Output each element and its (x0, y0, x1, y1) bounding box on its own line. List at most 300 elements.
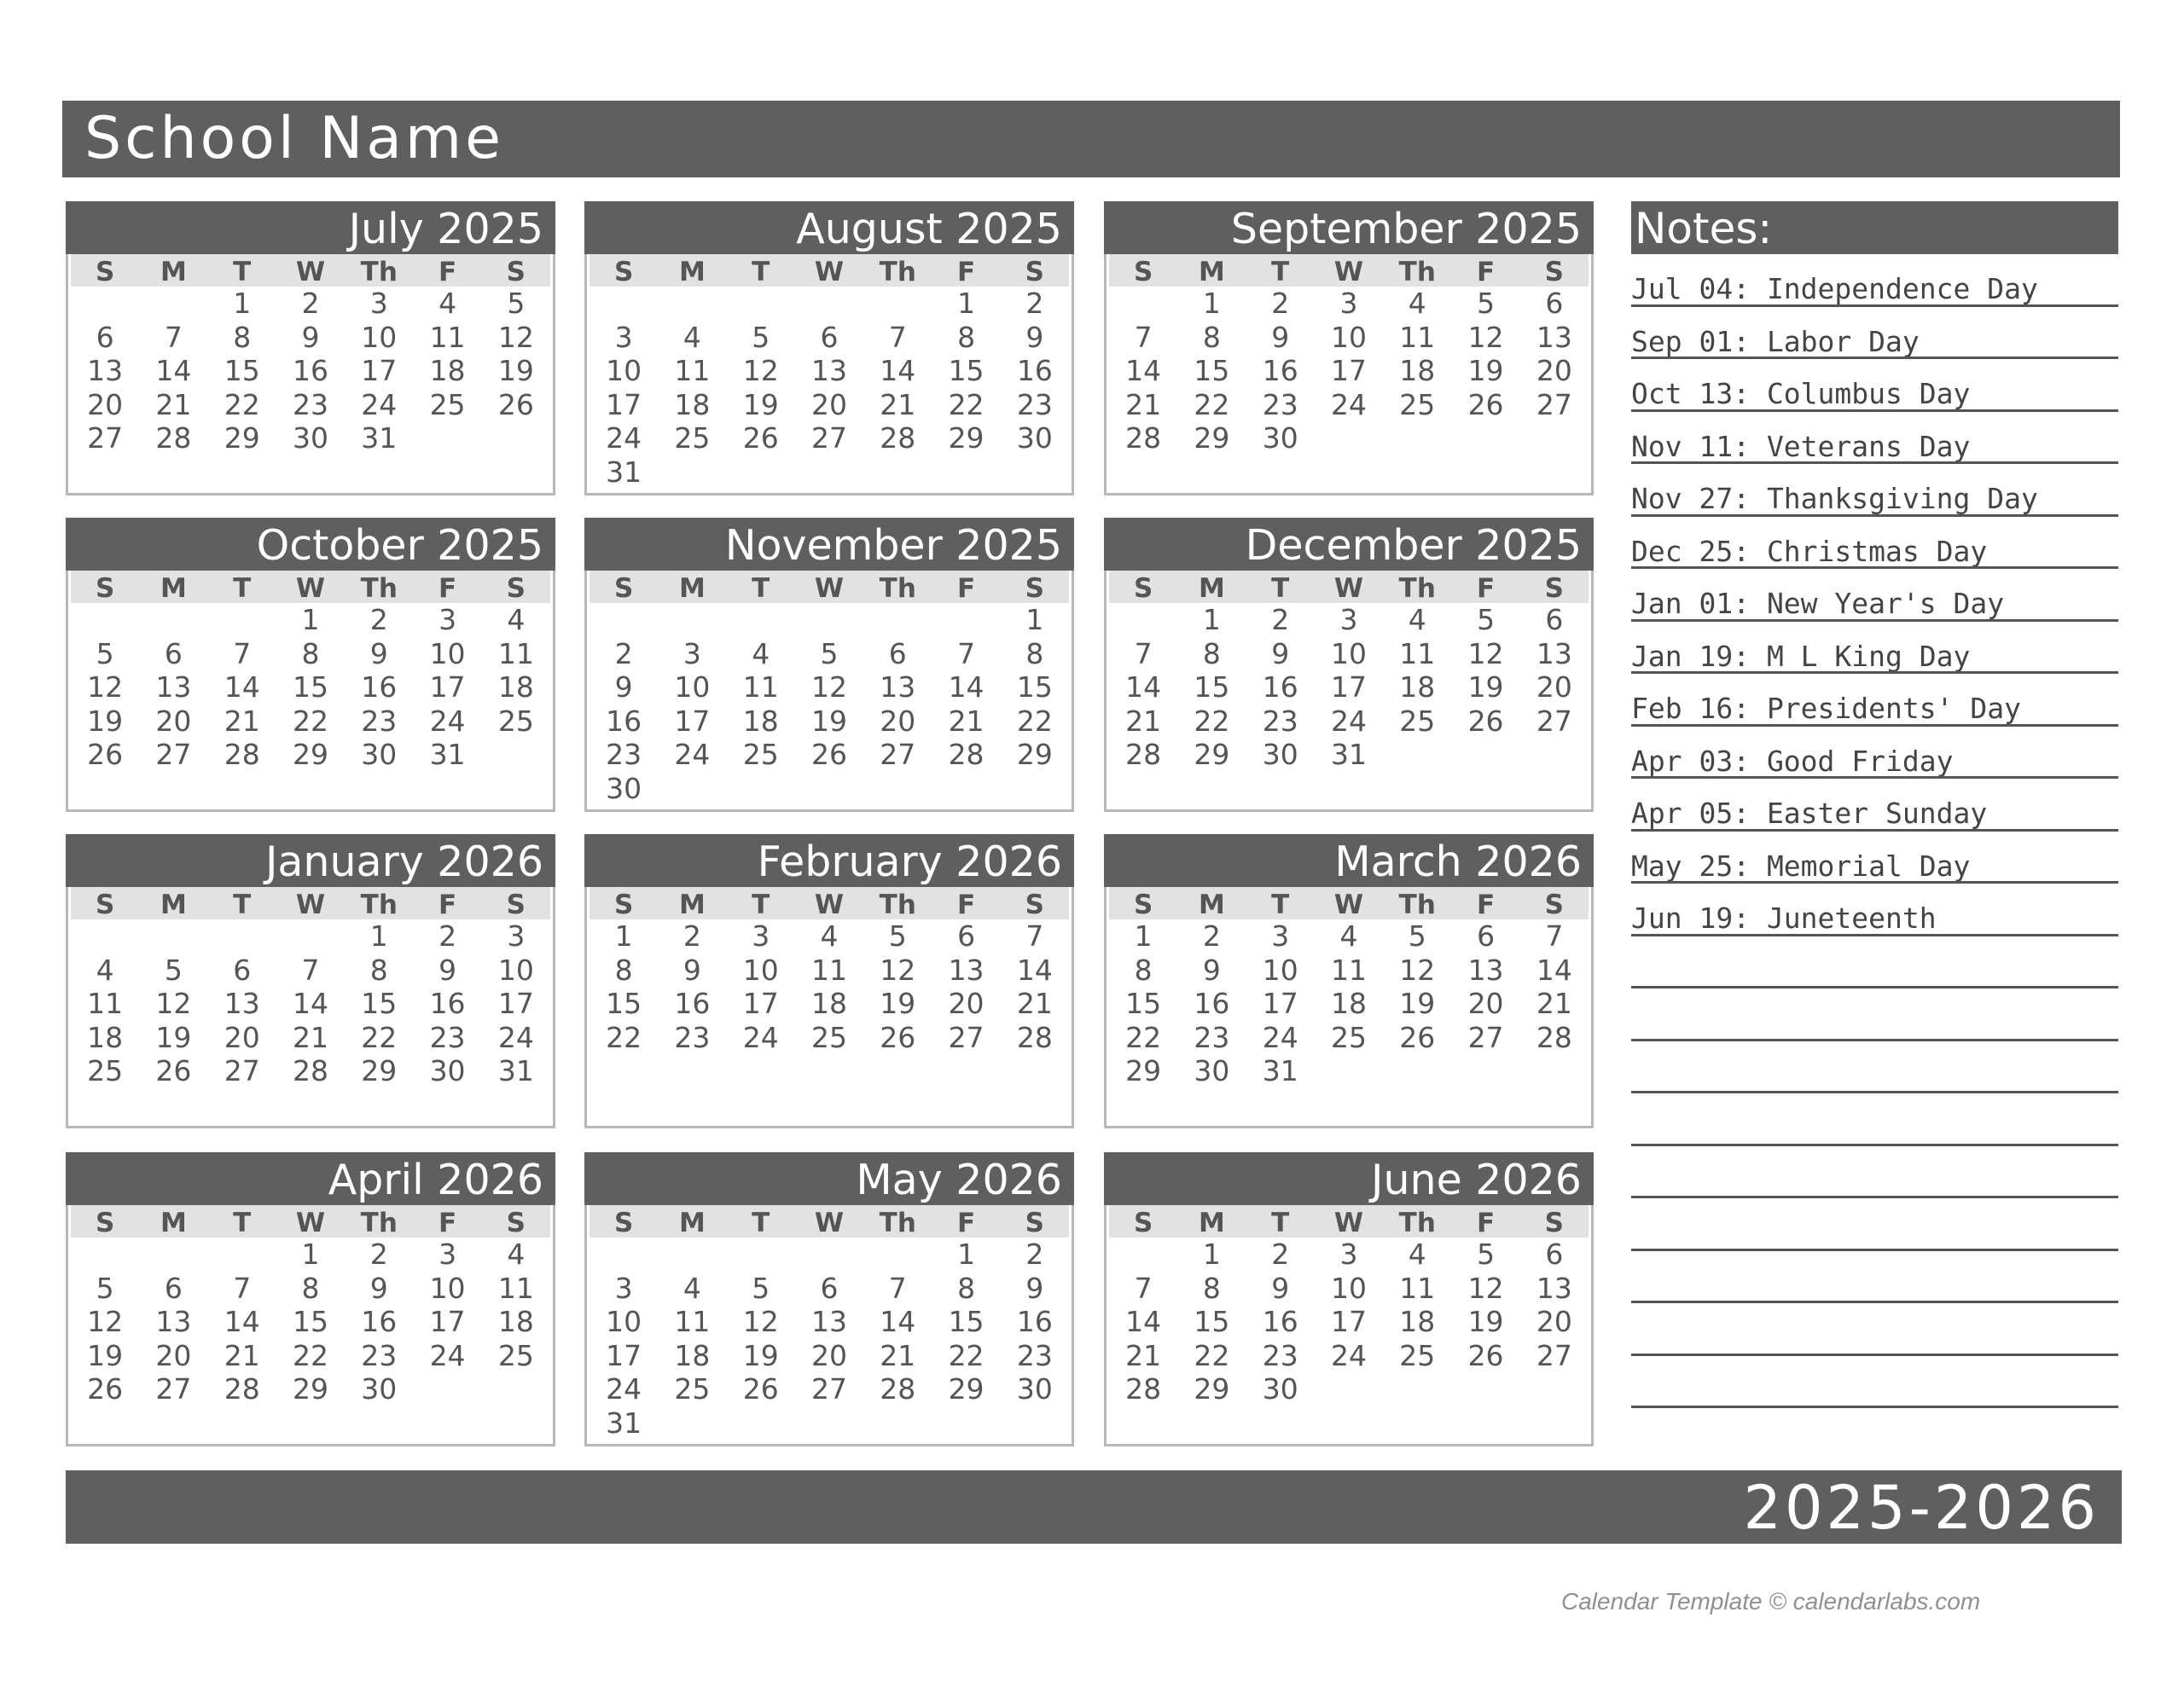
day-cell: 21 (292, 1020, 328, 1054)
day-cell: 9 (1025, 1271, 1044, 1305)
day-cell: 1 (957, 1238, 976, 1271)
weekday-header: W (1315, 571, 1383, 603)
day-cell: 8 (1202, 1271, 1221, 1305)
month-calendar (1104, 1152, 1594, 1446)
day-cell: 10 (361, 320, 398, 354)
empty-day-cell (658, 603, 726, 637)
day-cell: 2 (1271, 603, 1290, 636)
day-cell: 15 (224, 354, 260, 387)
day-cell: 17 (674, 704, 711, 738)
day-cell: 13 (155, 670, 192, 704)
day-cell: 7 (301, 953, 320, 987)
day-cell: 23 (361, 704, 398, 738)
day-cell: 21 (224, 704, 260, 738)
day-cell: 26 (742, 421, 779, 455)
day-cell: 18 (742, 704, 779, 738)
day-cell: 5 (1477, 603, 1496, 636)
day-cell: 13 (810, 354, 847, 387)
day-cell: 25 (497, 704, 534, 738)
day-cell: 31 (1262, 1054, 1298, 1087)
day-cell: 6 (164, 636, 183, 670)
day-cell: 22 (1194, 704, 1230, 738)
day-cell: 5 (888, 919, 907, 953)
day-cell: 1 (301, 603, 320, 636)
weekday-header: M (1177, 1205, 1246, 1238)
day-cell: 31 (606, 455, 642, 489)
empty-day-cell (863, 603, 932, 637)
day-cell: 16 (1262, 670, 1298, 704)
day-cell: 1 (1202, 287, 1221, 320)
day-cell: 23 (1262, 387, 1298, 421)
day-cell: 11 (810, 953, 847, 987)
holiday-note: Oct 13: Columbus Day (1631, 359, 2118, 412)
day-cell: 8 (301, 636, 320, 670)
day-cell: 17 (1262, 987, 1298, 1020)
weekday-header: Th (1383, 571, 1451, 603)
day-cell: 18 (1399, 354, 1436, 387)
weekday-header: Th (345, 887, 413, 919)
blank-note-line (1631, 1146, 2118, 1199)
day-cell: 24 (1330, 1338, 1367, 1372)
weekday-header: S (1520, 571, 1589, 603)
day-cell: 17 (497, 987, 534, 1020)
day-cell: 3 (1339, 287, 1358, 320)
day-cell: 14 (155, 354, 192, 387)
weekday-header: S (1520, 887, 1589, 919)
weekday-header: S (482, 887, 550, 919)
month-title: January 2026 (66, 834, 555, 887)
day-cell: 11 (1399, 1271, 1436, 1305)
day-cell: 10 (1330, 636, 1367, 670)
day-cell: 19 (1467, 670, 1504, 704)
day-cell: 2 (439, 919, 457, 953)
day-cell: 3 (614, 1271, 633, 1305)
empty-day-cell (139, 1238, 207, 1272)
day-cell: 19 (742, 1338, 779, 1372)
day-cell: 5 (96, 1271, 114, 1305)
day-cell: 29 (1194, 738, 1230, 771)
day-cell: 12 (810, 670, 847, 704)
day-cell: 11 (497, 1271, 534, 1305)
day-cell: 7 (233, 1271, 252, 1305)
day-cell: 7 (888, 1271, 907, 1305)
weekday-header: M (1177, 887, 1246, 919)
day-cell: 7 (233, 636, 252, 670)
day-cell: 23 (1262, 704, 1298, 738)
empty-day-cell (932, 603, 1000, 637)
day-cell: 22 (948, 1338, 985, 1372)
weekday-header: S (482, 254, 550, 287)
day-cell: 12 (742, 1305, 779, 1338)
day-cell: 20 (810, 387, 847, 421)
day-cell: 10 (1330, 320, 1367, 354)
day-cell: 17 (429, 1305, 466, 1338)
weekday-header: F (932, 571, 1000, 603)
blank-note-line (1631, 1093, 2118, 1146)
day-cell: 17 (1330, 670, 1367, 704)
day-cell: 20 (880, 704, 916, 738)
day-cell: 12 (87, 670, 124, 704)
weekday-header: W (276, 571, 345, 603)
day-cell: 20 (1536, 354, 1572, 387)
empty-day-cell (276, 919, 345, 954)
day-cell: 16 (606, 704, 642, 738)
day-cell: 30 (361, 1372, 398, 1406)
empty-day-cell (1109, 287, 1177, 321)
day-cell: 28 (224, 1372, 260, 1406)
weekday-header: F (413, 254, 481, 287)
weekday-header: F (932, 887, 1000, 919)
day-cell: 1 (1202, 603, 1221, 636)
empty-day-cell (139, 603, 207, 637)
day-cell: 15 (292, 670, 328, 704)
holiday-note: Jun 19: Juneteenth (1631, 884, 2118, 936)
day-cell: 25 (742, 738, 779, 771)
weekday-header: S (590, 254, 658, 287)
month-calendar (66, 1152, 555, 1446)
day-cell: 28 (1016, 1020, 1053, 1054)
day-cell: 12 (742, 354, 779, 387)
day-cell: 5 (96, 636, 114, 670)
day-cell: 14 (880, 1305, 916, 1338)
day-cell: 4 (507, 603, 526, 636)
day-cell: 2 (614, 636, 633, 670)
weekday-header: T (208, 887, 276, 919)
day-cell: 23 (429, 1020, 466, 1054)
weekday-header: S (1001, 254, 1069, 287)
month-title: June 2026 (1104, 1152, 1594, 1205)
day-cell: 4 (752, 636, 770, 670)
blank-note-line (1631, 988, 2118, 1041)
day-cell: 4 (1408, 1238, 1426, 1271)
month-calendar (1104, 518, 1594, 812)
weekday-header: Th (863, 1205, 932, 1238)
day-cell: 16 (429, 987, 466, 1020)
month-grid (587, 571, 1072, 805)
day-cell: 22 (948, 387, 985, 421)
day-cell: 16 (1194, 987, 1230, 1020)
weekday-header: S (590, 1205, 658, 1238)
month-grid (587, 887, 1072, 1054)
day-cell: 2 (1202, 919, 1221, 953)
day-cell: 30 (1262, 421, 1298, 455)
weekday-header: W (1315, 1205, 1383, 1238)
day-cell: 17 (1330, 354, 1367, 387)
day-cell: 9 (1271, 320, 1290, 354)
holiday-note: Jan 01: New Year's Day (1631, 569, 2118, 622)
day-cell: 11 (1399, 320, 1436, 354)
day-cell: 12 (880, 953, 916, 987)
day-cell: 5 (1477, 287, 1496, 320)
day-cell: 21 (1536, 987, 1572, 1020)
day-cell: 1 (1025, 603, 1044, 636)
day-cell: 18 (429, 354, 466, 387)
day-cell: 8 (957, 320, 976, 354)
day-cell: 6 (96, 320, 114, 354)
month-title: December 2025 (1104, 518, 1594, 571)
day-cell: 22 (292, 1338, 328, 1372)
empty-day-cell (71, 603, 139, 637)
day-cell: 9 (1271, 1271, 1290, 1305)
weekday-header: T (727, 1205, 795, 1238)
month-title: October 2025 (66, 518, 555, 571)
day-cell: 19 (155, 1020, 192, 1054)
empty-day-cell (71, 1238, 139, 1272)
day-cell: 17 (606, 1338, 642, 1372)
blank-note-line (1631, 1041, 2118, 1094)
day-cell: 5 (164, 953, 183, 987)
empty-day-cell (863, 1238, 932, 1272)
day-cell: 13 (948, 953, 985, 987)
weekday-header: F (1451, 1205, 1519, 1238)
day-cell: 7 (164, 320, 183, 354)
weekday-header: M (1177, 254, 1246, 287)
day-cell: 25 (1399, 704, 1436, 738)
day-cell: 25 (674, 1372, 711, 1406)
weekday-header: Th (345, 571, 413, 603)
blank-note-line (1631, 1356, 2118, 1409)
day-cell: 2 (369, 603, 388, 636)
day-cell: 28 (1125, 1372, 1162, 1406)
day-cell: 22 (361, 1020, 398, 1054)
weekday-header: T (1246, 887, 1315, 919)
weekday-header: T (208, 571, 276, 603)
day-cell: 30 (1016, 1372, 1053, 1406)
day-cell: 3 (439, 1238, 457, 1271)
weekday-header: F (932, 1205, 1000, 1238)
day-cell: 22 (292, 704, 328, 738)
holiday-note: Apr 05: Easter Sunday (1631, 779, 2118, 832)
day-cell: 5 (752, 320, 770, 354)
day-cell: 26 (1467, 1338, 1504, 1372)
weekday-header: T (208, 1205, 276, 1238)
day-cell: 29 (292, 738, 328, 771)
day-cell: 8 (369, 953, 388, 987)
day-cell: 5 (1408, 919, 1426, 953)
weekday-header: M (139, 571, 207, 603)
day-cell: 21 (948, 704, 985, 738)
holiday-note: Nov 11: Veterans Day (1631, 412, 2118, 465)
day-cell: 3 (439, 603, 457, 636)
weekday-header: S (1520, 254, 1589, 287)
day-cell: 13 (1467, 953, 1504, 987)
day-cell: 13 (87, 354, 124, 387)
weekday-header: Th (863, 254, 932, 287)
empty-day-cell (71, 919, 139, 954)
day-cell: 8 (1202, 320, 1221, 354)
notes-list (1631, 254, 2118, 1408)
empty-day-cell (727, 287, 795, 321)
month-grid (1107, 571, 1591, 772)
day-cell: 24 (1330, 704, 1367, 738)
day-cell: 2 (1271, 287, 1290, 320)
weekday-header: T (1246, 571, 1315, 603)
empty-day-cell (795, 1238, 863, 1272)
month-grid (68, 1205, 553, 1406)
day-cell: 24 (606, 421, 642, 455)
day-cell: 23 (1016, 1338, 1053, 1372)
weekday-header: F (1451, 571, 1519, 603)
weekday-header: M (1177, 571, 1246, 603)
day-cell: 11 (1330, 953, 1367, 987)
day-cell: 15 (948, 1305, 985, 1338)
day-cell: 26 (1467, 704, 1504, 738)
day-cell: 29 (1125, 1054, 1162, 1087)
day-cell: 13 (1536, 320, 1572, 354)
day-cell: 2 (682, 919, 701, 953)
day-cell: 29 (361, 1054, 398, 1087)
weekday-header: S (482, 571, 550, 603)
day-cell: 17 (1330, 1305, 1367, 1338)
day-cell: 13 (880, 670, 916, 704)
day-cell: 16 (361, 670, 398, 704)
day-cell: 24 (674, 738, 711, 771)
day-cell: 8 (301, 1271, 320, 1305)
day-cell: 11 (742, 670, 779, 704)
weekday-header: W (1315, 254, 1383, 287)
day-cell: 11 (674, 1305, 711, 1338)
holiday-note: Nov 27: Thanksgiving Day (1631, 464, 2118, 517)
holiday-note: May 25: Memorial Day (1631, 832, 2118, 884)
day-cell: 10 (606, 354, 642, 387)
day-cell: 12 (87, 1305, 124, 1338)
day-cell: 27 (810, 421, 847, 455)
day-cell: 19 (1467, 354, 1504, 387)
day-cell: 30 (292, 421, 328, 455)
day-cell: 7 (957, 636, 976, 670)
day-cell: 4 (1408, 287, 1426, 320)
day-cell: 6 (1545, 1238, 1564, 1271)
day-cell: 2 (1271, 1238, 1290, 1271)
day-cell: 7 (1134, 1271, 1153, 1305)
month-calendar (1104, 834, 1594, 1128)
day-cell: 29 (292, 1372, 328, 1406)
day-cell: 22 (1194, 1338, 1230, 1372)
day-cell: 4 (820, 919, 839, 953)
empty-day-cell (727, 1238, 795, 1272)
month-grid (1107, 254, 1591, 455)
day-cell: 14 (224, 670, 260, 704)
day-cell: 25 (1399, 387, 1436, 421)
weekday-header: W (276, 887, 345, 919)
day-cell: 23 (1262, 1338, 1298, 1372)
day-cell: 20 (155, 1338, 192, 1372)
day-cell: 30 (429, 1054, 466, 1087)
day-cell: 14 (948, 670, 985, 704)
day-cell: 26 (742, 1372, 779, 1406)
day-cell: 15 (1016, 670, 1053, 704)
weekday-header: Th (1383, 887, 1451, 919)
weekday-header: W (795, 1205, 863, 1238)
day-cell: 21 (155, 387, 192, 421)
empty-day-cell (727, 603, 795, 637)
day-cell: 31 (606, 1406, 642, 1440)
day-cell: 27 (155, 738, 192, 771)
weekday-header: F (413, 1205, 481, 1238)
month-grid (68, 571, 553, 772)
day-cell: 18 (810, 987, 847, 1020)
day-cell: 23 (361, 1338, 398, 1372)
day-cell: 27 (1536, 704, 1572, 738)
day-cell: 18 (497, 1305, 534, 1338)
day-cell: 27 (948, 1020, 985, 1054)
day-cell: 14 (1536, 953, 1572, 987)
weekday-header: S (71, 254, 139, 287)
day-cell: 12 (497, 320, 534, 354)
weekday-header: T (727, 254, 795, 287)
day-cell: 16 (1016, 1305, 1053, 1338)
day-cell: 1 (301, 1238, 320, 1271)
day-cell: 30 (1262, 1372, 1298, 1406)
weekday-header: M (658, 887, 726, 919)
day-cell: 19 (497, 354, 534, 387)
day-cell: 18 (1399, 670, 1436, 704)
empty-day-cell (139, 919, 207, 954)
month-grid (1107, 1205, 1591, 1406)
day-cell: 9 (1271, 636, 1290, 670)
day-cell: 16 (674, 987, 711, 1020)
day-cell: 10 (674, 670, 711, 704)
day-cell: 27 (1536, 1338, 1572, 1372)
day-cell: 28 (292, 1054, 328, 1087)
day-cell: 16 (1262, 354, 1298, 387)
day-cell: 3 (369, 287, 388, 320)
empty-day-cell (208, 919, 276, 954)
holiday-note: Jul 04: Independence Day (1631, 254, 2118, 307)
day-cell: 26 (810, 738, 847, 771)
day-cell: 28 (224, 738, 260, 771)
day-cell: 26 (87, 738, 124, 771)
day-cell: 20 (948, 987, 985, 1020)
month-title: March 2026 (1104, 834, 1594, 887)
day-cell: 21 (880, 1338, 916, 1372)
day-cell: 11 (674, 354, 711, 387)
weekday-header: T (1246, 254, 1315, 287)
day-cell: 24 (361, 387, 398, 421)
weekday-header: Th (1383, 254, 1451, 287)
weekday-header: M (139, 254, 207, 287)
day-cell: 29 (948, 1372, 985, 1406)
day-cell: 7 (1025, 919, 1044, 953)
day-cell: 22 (1194, 387, 1230, 421)
day-cell: 17 (606, 387, 642, 421)
day-cell: 15 (1194, 354, 1230, 387)
day-cell: 10 (429, 1271, 466, 1305)
day-cell: 1 (369, 919, 388, 953)
empty-day-cell (658, 1238, 726, 1272)
day-cell: 17 (429, 670, 466, 704)
day-cell: 25 (1330, 1020, 1367, 1054)
weekday-header: S (590, 571, 658, 603)
day-cell: 6 (1545, 287, 1564, 320)
day-cell: 29 (1194, 421, 1230, 455)
day-cell: 9 (1202, 953, 1221, 987)
day-cell: 10 (1330, 1271, 1367, 1305)
day-cell: 20 (810, 1338, 847, 1372)
month-calendar (66, 201, 555, 496)
day-cell: 8 (1025, 636, 1044, 670)
day-cell: 7 (888, 320, 907, 354)
day-cell: 9 (369, 636, 388, 670)
day-cell: 14 (224, 1305, 260, 1338)
empty-day-cell (208, 1238, 276, 1272)
month-title: April 2026 (66, 1152, 555, 1205)
day-cell: 23 (606, 738, 642, 771)
month-title: August 2025 (584, 201, 1074, 254)
holiday-note: Apr 03: Good Friday (1631, 727, 2118, 780)
day-cell: 22 (606, 1020, 642, 1054)
day-cell: 21 (1125, 387, 1162, 421)
